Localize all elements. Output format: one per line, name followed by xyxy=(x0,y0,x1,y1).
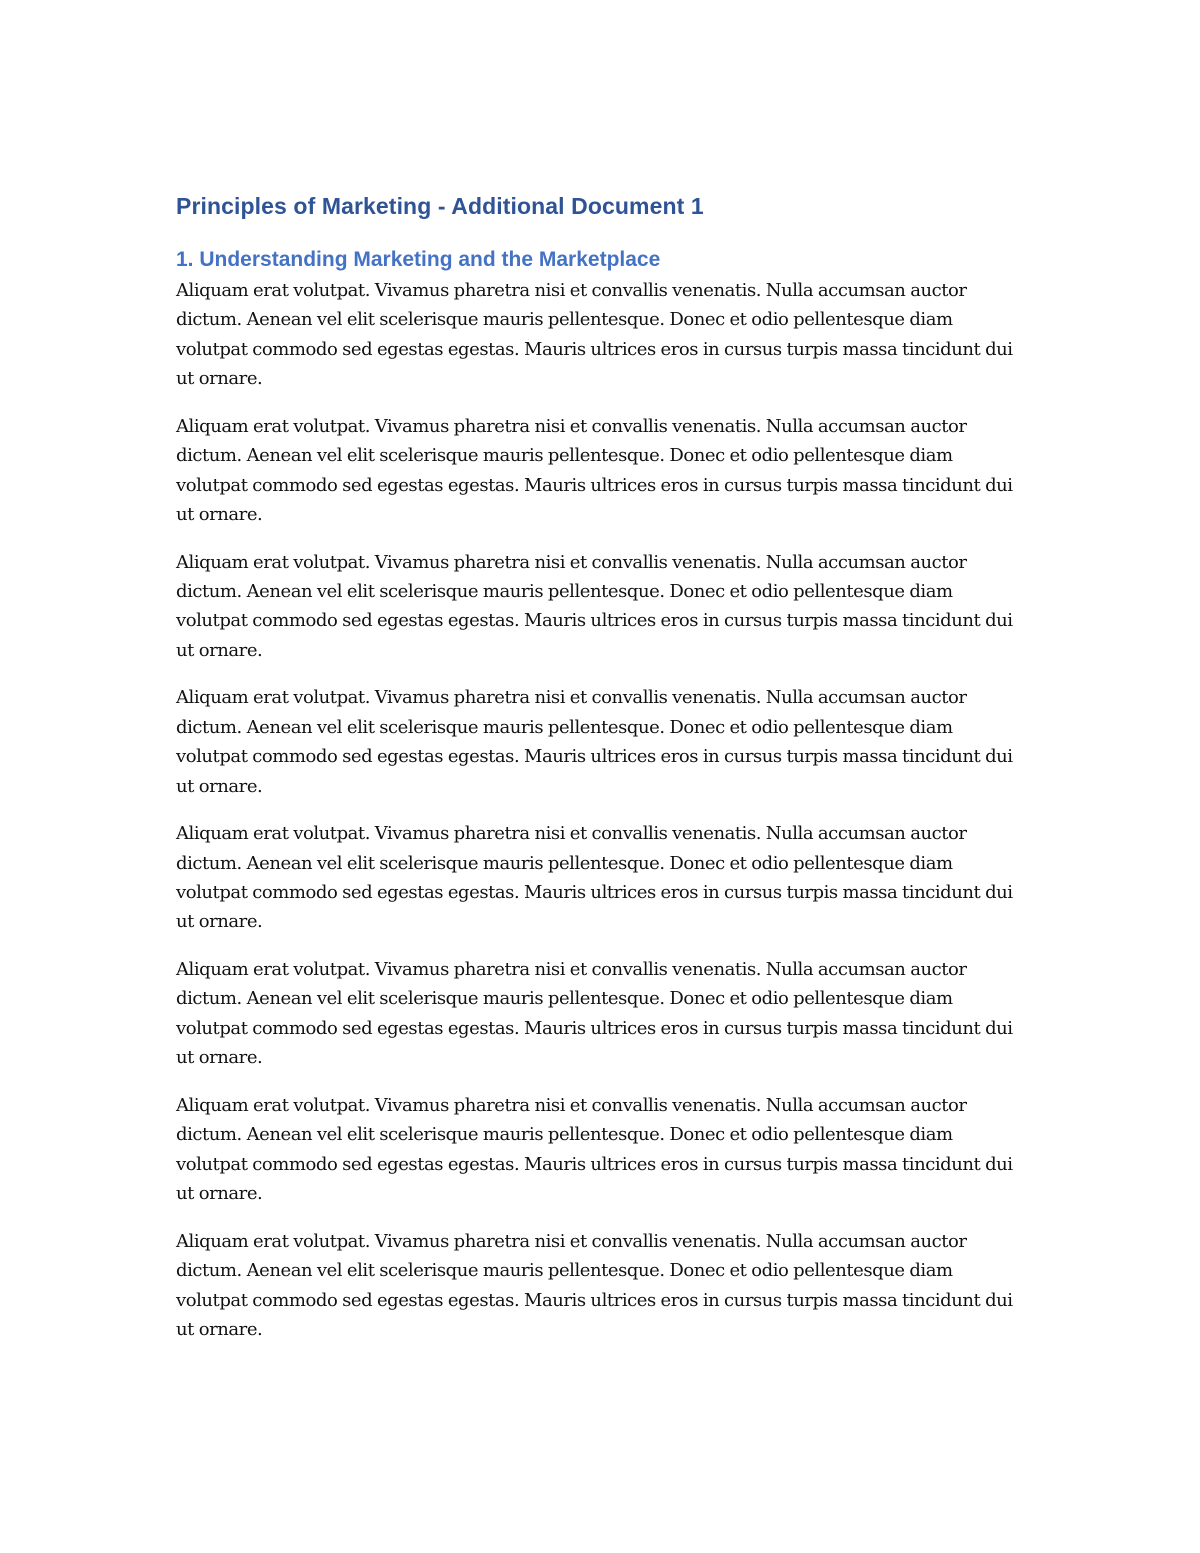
body-paragraph: Aliquam erat volutpat. Vivamus pharetra nisi et convallis venenatis. Nulla accumsan auctor dictum. Aenean vel elit scelerisque mauris pellentesque. Donec et odio pellentesque diam volutpat commodo sed egestas egestas. Mauris ultrices eros in cursus turpis massa tincidunt dui ut ornare. xyxy=(176,551,1013,661)
body-paragraph: Aliquam erat volutpat. Vivamus pharetra nisi et convallis venenatis. Nulla accumsan auctor dictum. Aenean vel elit scelerisque mauris pellentesque. Donec et odio pellentesque diam volutpat commodo sed egestas egestas. Mauris ultrices eros in cursus turpis massa tincidunt dui ut ornare. xyxy=(176,823,1013,933)
body-paragraph: Aliquam erat volutpat. Vivamus pharetra nisi et convallis venenatis. Nulla accumsan auctor dictum. Aenean vel elit scelerisque mauris pellentesque. Donec et odio pellentesque diam volutpat commodo sed egestas egestas. Mauris ultrices eros in cursus turpis massa tincidunt dui ut ornare. xyxy=(176,1230,1013,1340)
body-paragraph: Aliquam erat volutpat. Vivamus pharetra nisi et convallis venenatis. Nulla accumsan auctor dictum. Aenean vel elit scelerisque mauris pellentesque. Donec et odio pellentesque diam volutpat commodo sed egestas egestas. Mauris ultrices eros in cursus turpis massa tincidunt dui ut ornare. xyxy=(176,415,1013,526)
body-paragraph: Aliquam erat volutpat. Vivamus pharetra nisi et convallis venenatis. Nulla accumsan auctor dictum. Aenean vel elit scelerisque mauris pellentesque. Donec et odio pellentesque diam volutpat commodo sed egestas egestas. Mauris ultrices eros in cursus turpis massa tincidunt dui ut ornare. xyxy=(176,1094,1013,1205)
document-body xyxy=(176,188,1036,1363)
section-understanding-marketing xyxy=(176,244,1036,1344)
body-paragraph: Aliquam erat volutpat. Vivamus pharetra nisi et convallis venenatis. Nulla accumsan auctor dictum. Aenean vel elit scelerisque mauris pellentesque. Donec et odio pellentesque diam volutpat commodo sed egestas egestas. Mauris ultrices eros in cursus turpis massa tincidunt dui ut ornare. xyxy=(176,687,1013,797)
document-title: Principles of Marketing - Additional Document 1 xyxy=(176,193,704,219)
body-paragraph: Aliquam erat volutpat. Vivamus pharetra nisi et convallis venenatis. Nulla accumsan auctor dictum. Aenean vel elit scelerisque mauris pellentesque. Donec et odio pellentesque diam volutpat commodo sed egestas egestas. Mauris ultrices eros in cursus turpis massa tincidunt dui ut ornare. xyxy=(176,280,1013,390)
body-paragraph: Aliquam erat volutpat. Vivamus pharetra nisi et convallis venenatis. Nulla accumsan auctor dictum. Aenean vel elit scelerisque mauris pellentesque. Donec et odio pellentesque diam volutpat commodo sed egestas egestas. Mauris ultrices eros in cursus turpis massa tincidunt dui ut ornare. xyxy=(176,959,1013,1069)
section-heading: 1. Understanding Marketing and the Marketplace xyxy=(176,248,661,271)
